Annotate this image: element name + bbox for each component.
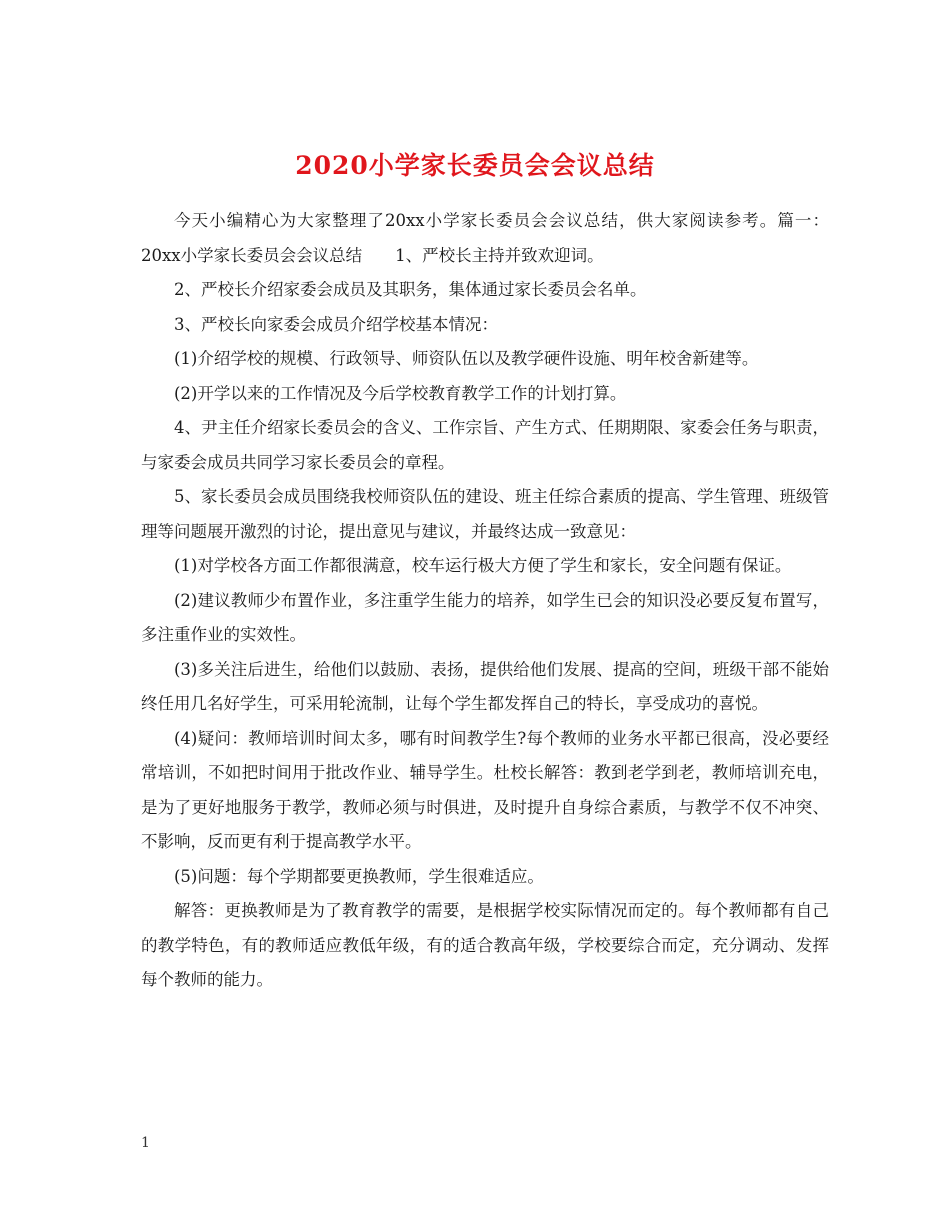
paragraph-intro: 今天小编精心为大家整理了20xx小学家长委员会会议总结，供大家阅读参考。篇一：20xx小学家长委员会会议总结 1、严校长主持并致欢迎词。 [141,211,829,265]
document-title: 2020小学家长委员会会议总结 [295,150,655,180]
paragraph-answer: 解答：更换教师是为了教育教学的需要，是根据学校实际情况而定的。每个教师都有自己的教学特色，有的教师适应教低年级，有的适合教高年级，学校要综合而定，充分调动、发挥每个教师的能力。 [141,901,829,989]
paragraph-item-5-3: (3)多关注后进生，给他们以鼓励、表扬，提供给他们发展、提高的空间，班级干部不能始终任用几名好学生，可采用轮流制，让每个学生都发挥自己的特长，享受成功的喜悦。 [141,659,829,713]
paragraph-item-5-5: (5)问题：每个学期都要更换教师，学生很难适应。 [174,866,544,886]
paragraph-item-3-2: (2)开学以来的工作情况及今后学校教育教学工作的计划打算。 [174,383,627,403]
paragraph-item-2: 2、严校长介绍家委会成员及其职务，集体通过家长委员会名单。 [174,280,647,299]
paragraph-item-4: 4、尹主任介绍家长委员会的含义、工作宗旨、产生方式、任期期限、家委会任务与职责，与家委会成员共同学习家长委员会的章程。 [141,418,829,472]
paragraph-item-5-1: (1)对学校各方面工作都很满意，校车运行极大方便了学生和家长，安全问题有保证。 [174,556,792,575]
page-number: 1 [141,1135,150,1151]
paragraph-item-3-1: (1)介绍学校的规模、行政领导、师资队伍以及教学硬件设施、明年校舍新建等。 [174,349,759,368]
paragraph-item-5: 5、家长委员会成员围绕我校师资队伍的建设、班主任综合素质的提高、学生管理、班级管理等问题展开激烈的讨论，提出意见与建议，并最终达成一致意见： [141,487,829,541]
document-body [141,204,829,998]
paragraph-item-5-4: (4)疑问：教师培训时间太多，哪有时间教学生?每个教师的业务水平都已很高，没必要经常培训，不如把时间用于批改作业、辅导学生。杜校长解答：教到老学到老，教师培训充电，是为了更好地服务于教学，教师必须与时俱进，及时提升自身综合素质，与教学不仅不冲突、不影响，反而更有利于提高教学水平。 [141,728,829,851]
paragraph-item-5-2: (2)建议教师少布置作业，多注重学生能力的培养，如学生已会的知识没必要反复布置写，多注重作业的实效性。 [141,590,829,644]
paragraph-item-3: 3、严校长向家委会成员介绍学校基本情况： [174,314,498,334]
